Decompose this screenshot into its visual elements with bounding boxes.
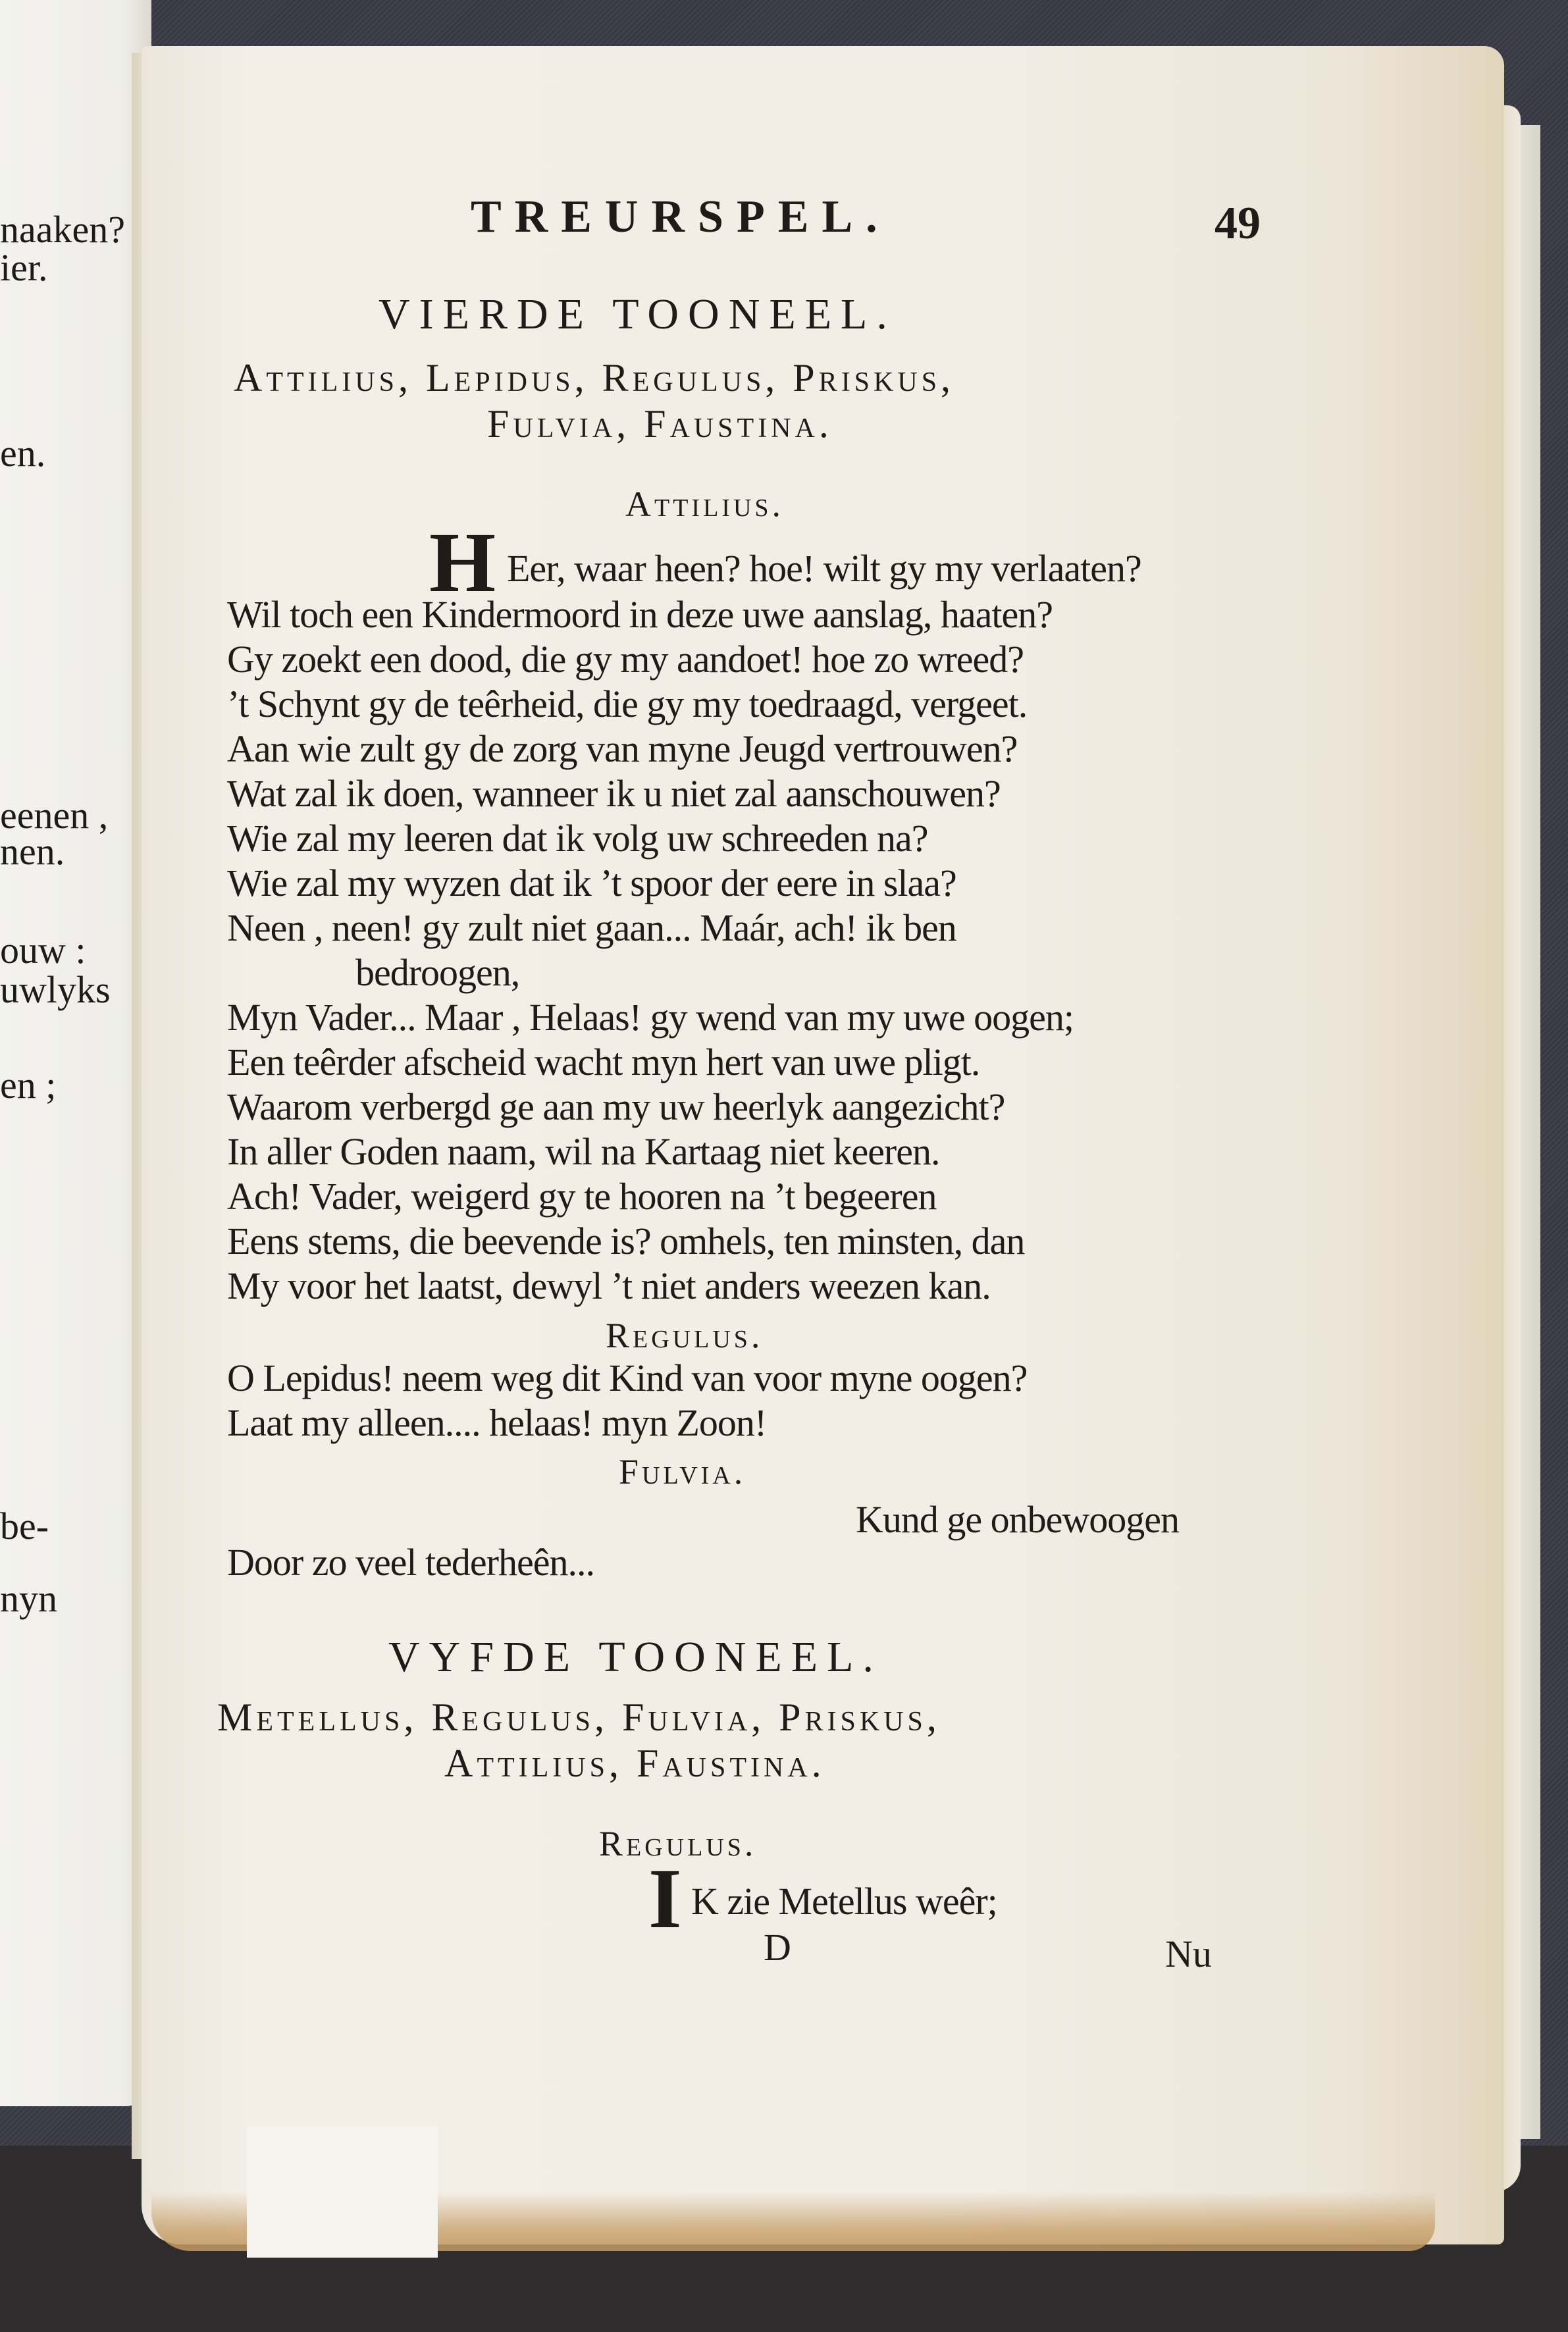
verse-line: Myn Vader... Maar , Helaas! gy wend van my uwe oogen; bbox=[227, 996, 1074, 1039]
verse-line: Waarom verbergd ge aan my uw heerlyk aangezicht? bbox=[227, 1085, 1005, 1128]
speaker-name: Regulus. bbox=[599, 1824, 757, 1863]
verse-line: O Lepidus! neem weg dit Kind van voor myne oogen? bbox=[227, 1357, 1028, 1399]
running-head: TREURSPEL. bbox=[471, 192, 891, 242]
verse-line: Door zo veel tederheên... bbox=[227, 1541, 594, 1584]
verse-line: Wil toch een Kindermoord in deze uwe aanslag, haaten? bbox=[227, 593, 1053, 636]
cast-list: Metellus, Regulus, Fulvia, Priskus, bbox=[217, 1696, 941, 1739]
drop-cap: H bbox=[429, 515, 496, 610]
left-fragment: en ; bbox=[0, 1064, 57, 1106]
verse-line: Neen , neen! gy zult niet gaan... Maár, ach! ik ben bbox=[227, 906, 956, 949]
verse-line: Gy zoekt een dood, die gy my aandoet! hoe zo wreed? bbox=[227, 638, 1024, 681]
verse-line: In aller Goden naam, wil na Kartaag niet keeren. bbox=[227, 1130, 940, 1173]
verse-line: Wat zal ik doen, wanneer ik u niet zal aanschouwen? bbox=[227, 772, 1001, 815]
page-text bbox=[217, 0, 1270, 2332]
page-number: 49 bbox=[1215, 198, 1261, 249]
verse-line: Aan wie zult gy de zorg van myne Jeugd vertrouwen? bbox=[227, 727, 1018, 770]
verse-line: Laat my alleen.... helaas! myn Zoon! bbox=[227, 1401, 767, 1444]
left-fragment: eenen , bbox=[0, 794, 109, 837]
cast-list: Fulvia, Faustina. bbox=[487, 402, 833, 446]
left-fragment: nen. bbox=[0, 830, 65, 873]
left-fragment: be- bbox=[0, 1505, 49, 1547]
scene-title: VYFDE TOONEEL. bbox=[388, 1633, 883, 1681]
verse-line: Kund ge onbewoogen bbox=[856, 1498, 1180, 1541]
cast-list: Attilius, Faustina. bbox=[444, 1742, 825, 1785]
left-page bbox=[0, 0, 151, 2106]
catchword: Nu bbox=[1165, 1932, 1212, 1975]
verse-line: Eer, waar heen? hoe! wilt gy my verlaaten? bbox=[507, 547, 1141, 590]
verse-line: bedroogen, bbox=[355, 951, 520, 994]
left-fragment: nyn bbox=[0, 1577, 57, 1620]
scene-title: VIERDE TOONEEL. bbox=[379, 290, 897, 338]
left-fragment: uwlyks bbox=[0, 968, 111, 1011]
speaker-name: Fulvia. bbox=[619, 1452, 746, 1491]
left-fragment: naaken? bbox=[0, 208, 125, 251]
verse-line: K zie Metellus weêr; bbox=[691, 1880, 997, 1923]
cast-list: Attilius, Lepidus, Regulus, Priskus, bbox=[234, 356, 955, 400]
verse-line: Wie zal my wyzen dat ik ’t spoor der eere in slaa? bbox=[227, 862, 956, 904]
left-fragment: ouw : bbox=[0, 929, 86, 972]
left-fragment: en. bbox=[0, 432, 46, 475]
verse-line: Wie zal my leeren dat ik volg uw schreeden na? bbox=[227, 817, 928, 860]
drop-cap: I bbox=[648, 1852, 682, 1946]
verse-line: Ach! Vader, weigerd gy te hooren na ’t begeeren bbox=[227, 1175, 937, 1218]
verse-line: Eens stems, die beevende is? omhels, ten minsten, dan bbox=[227, 1220, 1025, 1262]
verse-line: ’t Schynt gy de teêrheid, die gy my toedraagd, vergeet. bbox=[227, 683, 1028, 725]
verse-line: My voor het laatst, dewyl ’t niet anders weezen kan. bbox=[227, 1264, 991, 1307]
speaker-name: Regulus. bbox=[606, 1316, 764, 1355]
verse-line: Een teêrder afscheid wacht myn hert van uwe pligt. bbox=[227, 1041, 980, 1083]
speaker-name: Attilius. bbox=[625, 484, 785, 524]
left-fragment: ier. bbox=[0, 246, 48, 289]
signature-mark: D bbox=[764, 1926, 791, 1969]
